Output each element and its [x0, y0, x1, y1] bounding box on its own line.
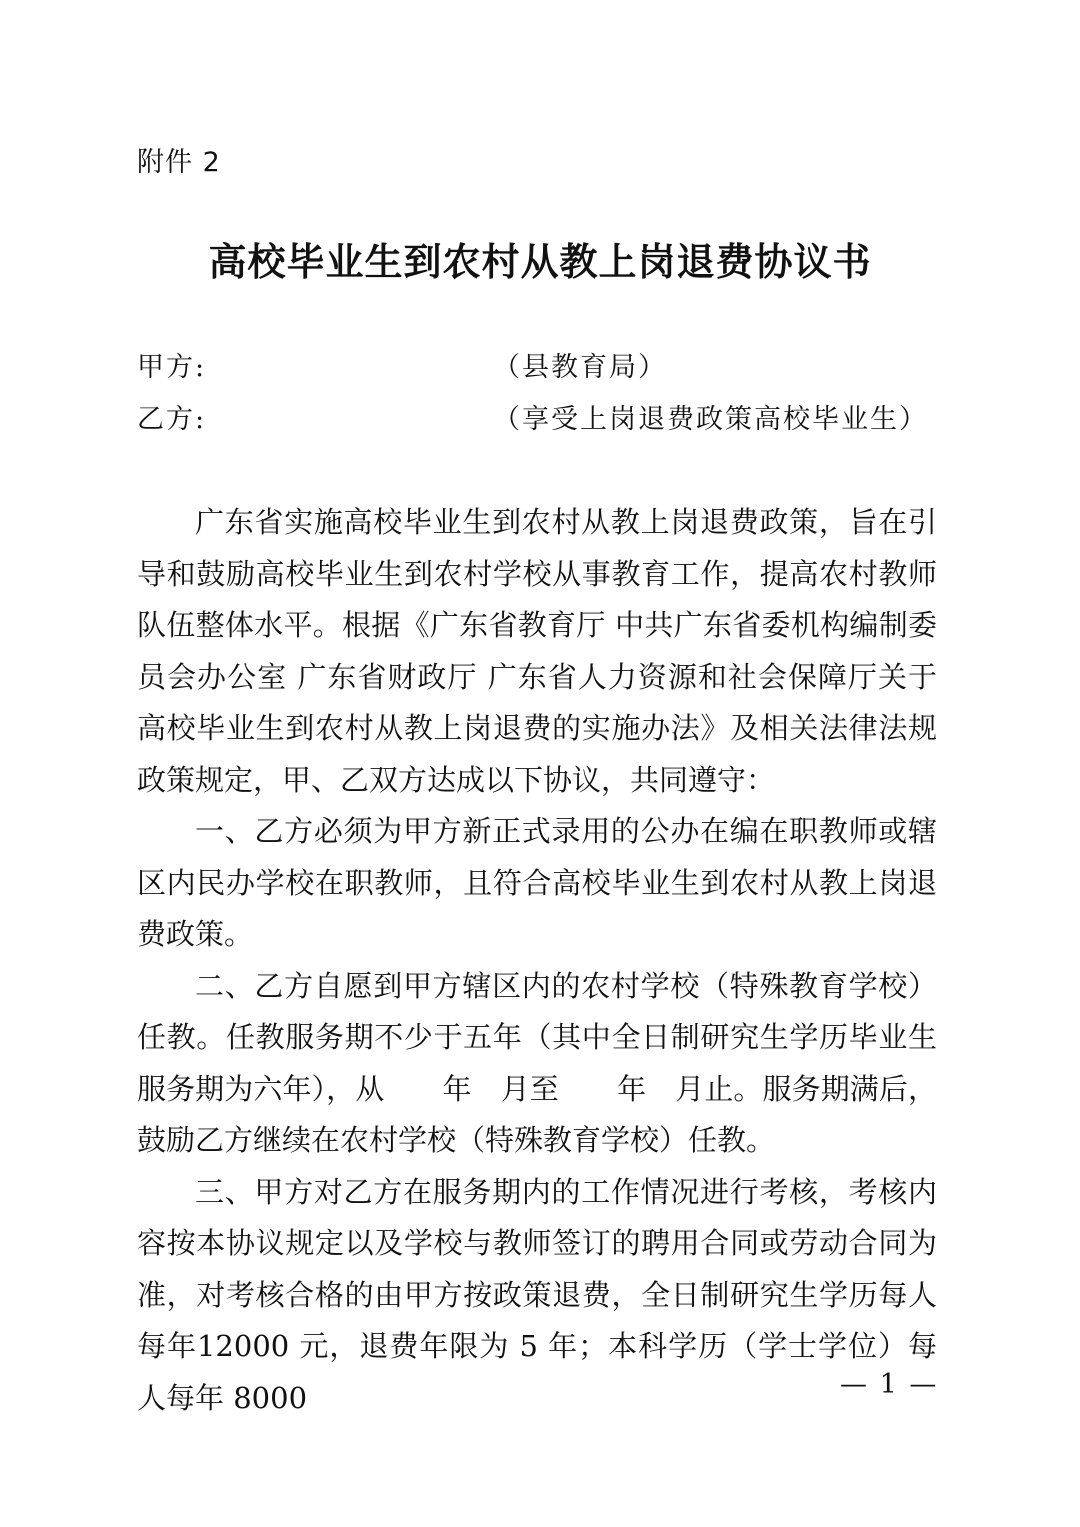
clause-three: 三、甲方对乙方在服务期内的工作情况进行考核，考核内容按本协议规定以及学校与教师签订的聘用合同或劳动合同为准，对考核合格的由甲方按政策退费，全日制研究生学历每人每年12000 元，退费年限为 5 年；本科学历（学士学位）每人每年 8000: [137, 1174, 937, 1415]
page-number: — 1 —: [840, 1369, 939, 1400]
party-a-label: 甲方:: [137, 352, 207, 383]
clause-two: 二、乙方自愿到甲方辖区内的农村学校（特殊教育学校）任教。任教服务期不少于五年（其中全日制研究生学历毕业生服务期为六年），从 年 月至 年 月止。服务期满后，鼓励乙方继续在农村学校（特殊教育学校）任教。: [137, 968, 937, 1157]
party-b-note: （享受上岗退费政策高校毕业生）: [493, 404, 928, 435]
party-b-row: [137, 397, 937, 443]
intro-paragraph: 广东省实施高校毕业生到农村从教上岗退费政策，旨在引导和鼓励高校毕业生到农村学校从事教育工作，提高农村教师队伍整体水平。根据《广东省教育厅 中共广东省委机构编制委员会办公室 广东省财政厅 广东省人力资源和社会保障厅关于高校毕业生到农村从教上岗退费的实施办法》及相关法律法规政策规定，甲、乙双方达成以下协议，共同遵守：: [137, 505, 937, 797]
agreement-body: [137, 497, 937, 1424]
party-a-note: （县教育局）: [493, 352, 667, 383]
attachment-label: 附件 2: [137, 147, 221, 178]
document-title: 高校毕业生到农村从教上岗退费协议书: [208, 239, 872, 284]
party-b-label: 乙方:: [137, 404, 207, 435]
party-a-row: [137, 345, 937, 391]
clause-one: 一、乙方必须为甲方新正式录用的公办在编在职教师或辖区内民办学校在职教师，且符合高校毕业生到农村从教上岗退费政策。: [137, 814, 937, 951]
